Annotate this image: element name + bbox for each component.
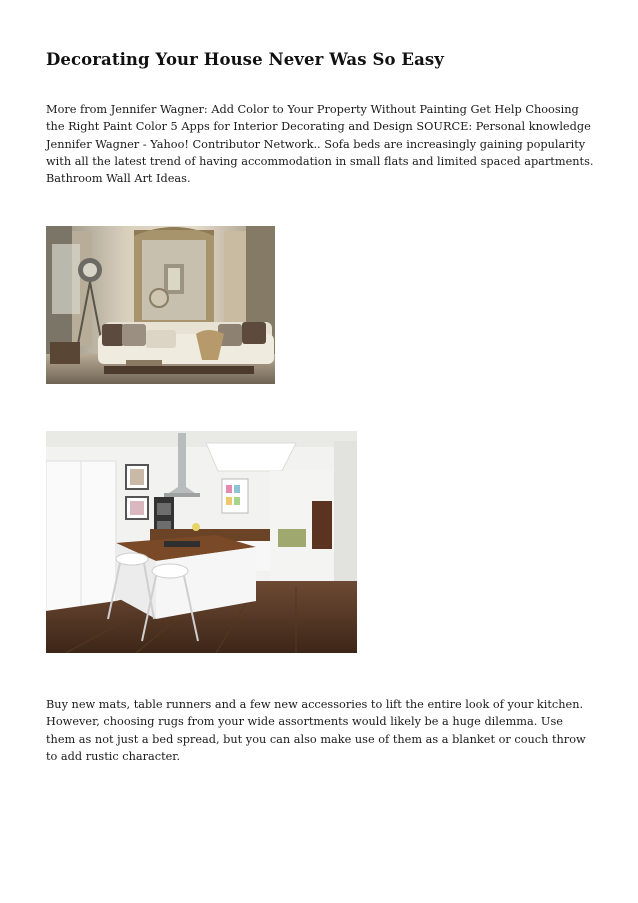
intro-paragraph: More from Jennifer Wagner: Add Color to Your Property Without Painting Get Help Choosing the Right Paint Color 5 Apps for Interior Decorating and Design SOURCE: Personal knowledge Jennifer Wagner - Yahoo! Contributor Network.. Sofa beds are increasingly gaining popularity with all the latest trend of having accommodation in small flats and limited spaced apartments. Bathroom Wall Art Ideas. <box>46 103 594 186</box>
living-room-photo <box>46 226 275 384</box>
kitchen-photo <box>46 431 357 653</box>
document-title: Decorating Your House Never Was So Easy <box>46 50 444 69</box>
kitchen-paragraph: Buy new mats, table runners and a few new accessories to lift the entire look of your kitchen. However, choosing rugs from your wide assortments would likely be a huge dilemma. Use them as not just a bed spread, but you can also make use of them as a blanket or couch throw to add rustic character. <box>46 698 586 763</box>
